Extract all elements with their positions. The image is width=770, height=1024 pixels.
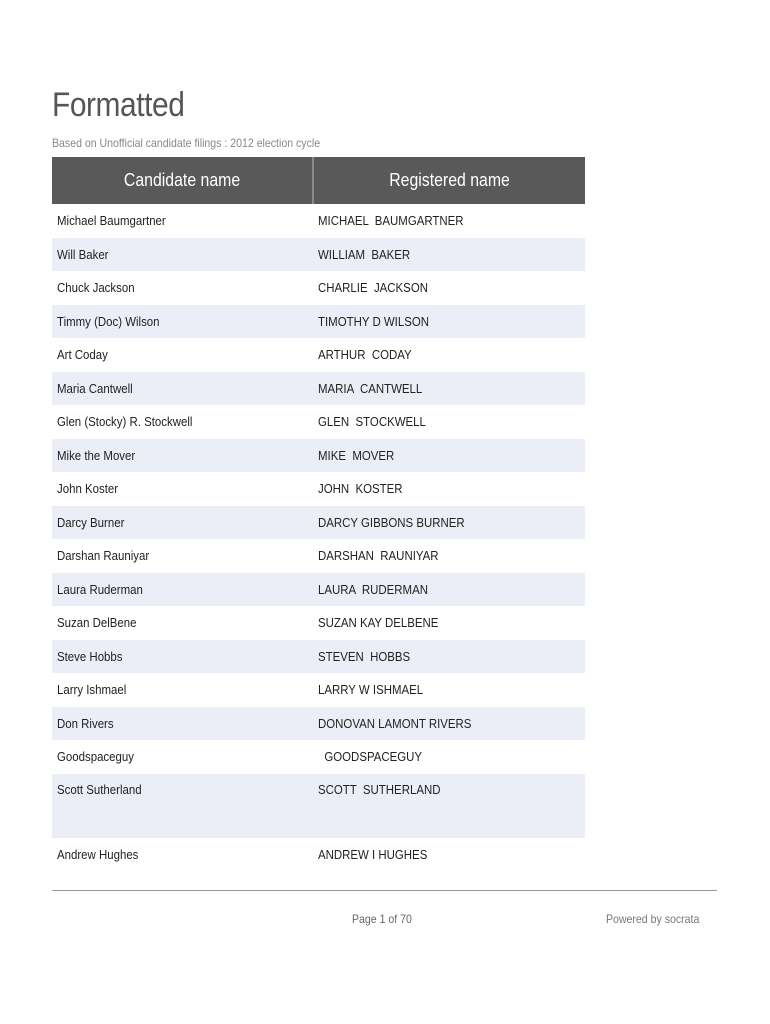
candidate-name-cell: Maria Cantwell xyxy=(52,372,313,406)
registered-name-cell: WILLIAM BAKER xyxy=(313,238,585,272)
table-row xyxy=(52,539,585,573)
candidate-name-cell: Chuck Jackson xyxy=(57,280,135,296)
registered-name-cell: CHARLIE JACKSON xyxy=(318,280,428,296)
registered-name-cell: LARRY W ISHMAEL xyxy=(318,682,424,698)
registered-name-cell: ARTHUR CODAY xyxy=(318,347,412,363)
powered-by-label: Powered by socrata xyxy=(606,912,700,926)
column-header-candidate-name[interactable]: Candidate name xyxy=(52,157,313,204)
page-title: Formatted xyxy=(52,86,185,124)
registered-name-cell: SUZAN KAY DELBENE xyxy=(318,615,439,631)
registered-name-cell: DARCY GIBBONS BURNER xyxy=(313,506,585,540)
registered-name-cell: TIMOTHY D WILSON xyxy=(313,305,585,339)
table-row xyxy=(52,707,585,741)
table-row xyxy=(52,673,585,707)
candidate-name-cell: Larry Ishmael xyxy=(57,682,127,698)
column-header-registered-name[interactable]: Registered name xyxy=(313,157,585,204)
footer-divider xyxy=(52,890,717,891)
candidate-name-cell: Steve Hobbs xyxy=(52,640,313,674)
candidate-name-cell: Michael Baumgartner xyxy=(57,213,166,229)
table-row xyxy=(52,838,585,872)
table-row xyxy=(52,472,585,506)
table-row xyxy=(52,740,585,774)
table-row xyxy=(52,338,585,372)
page-number: Page 1 of 70 xyxy=(352,912,412,926)
registered-name-cell: MARIA CANTWELL xyxy=(313,372,585,406)
candidate-name-cell: Art Coday xyxy=(57,347,108,363)
table-header-row xyxy=(52,157,585,204)
candidate-name-cell: John Koster xyxy=(57,481,119,497)
registered-name-cell: GLEN STOCKWELL xyxy=(318,414,426,430)
candidate-name-cell: Laura Ruderman xyxy=(52,573,313,607)
candidate-table xyxy=(52,157,585,871)
table-row xyxy=(52,640,585,674)
registered-name-cell: GOODSPACEGUY xyxy=(318,749,423,765)
table-row xyxy=(52,606,585,640)
candidate-name-cell: Darcy Burner xyxy=(52,506,313,540)
table-row xyxy=(52,506,585,540)
registered-name-cell: DARSHAN RAUNIYAR xyxy=(318,548,439,564)
candidate-name-cell: Glen (Stocky) R. Stockwell xyxy=(57,414,193,430)
candidate-name-cell: Mike the Mover xyxy=(52,439,313,473)
table-row xyxy=(52,204,585,238)
page-subtitle: Based on Unofficial candidate filings : 2012 election cycle xyxy=(52,136,321,150)
registered-name-cell: MICHAEL BAUMGARTNER xyxy=(318,213,464,229)
table-row xyxy=(52,271,585,305)
table-row xyxy=(52,405,585,439)
candidate-name-cell: Andrew Hughes xyxy=(52,838,313,872)
registered-name-cell: LAURA RUDERMAN xyxy=(313,573,585,607)
table-row xyxy=(52,439,585,473)
table-row xyxy=(52,573,585,607)
registered-name-cell: SCOTT SUTHERLAND xyxy=(313,774,585,838)
candidate-name-cell: Goodspaceguy xyxy=(57,749,134,765)
candidate-name-cell: Scott Sutherland xyxy=(52,774,313,838)
candidate-name-cell: Will Baker xyxy=(52,238,313,272)
candidate-name-cell: Darshan Rauniyar xyxy=(57,548,150,564)
table-row xyxy=(52,372,585,406)
table-row xyxy=(52,774,585,838)
registered-name-cell: DONOVAN LAMONT RIVERS xyxy=(313,707,585,741)
registered-name-cell: JOHN KOSTER xyxy=(318,481,403,497)
candidate-name-cell: Timmy (Doc) Wilson xyxy=(52,305,313,339)
registered-name-cell: MIKE MOVER xyxy=(313,439,585,473)
table-row xyxy=(52,238,585,272)
table-row xyxy=(52,305,585,339)
candidate-name-cell: Suzan DelBene xyxy=(57,615,137,631)
candidate-name-cell: Don Rivers xyxy=(52,707,313,741)
registered-name-cell: STEVEN HOBBS xyxy=(313,640,585,674)
registered-name-cell: ANDREW I HUGHES xyxy=(313,838,585,872)
